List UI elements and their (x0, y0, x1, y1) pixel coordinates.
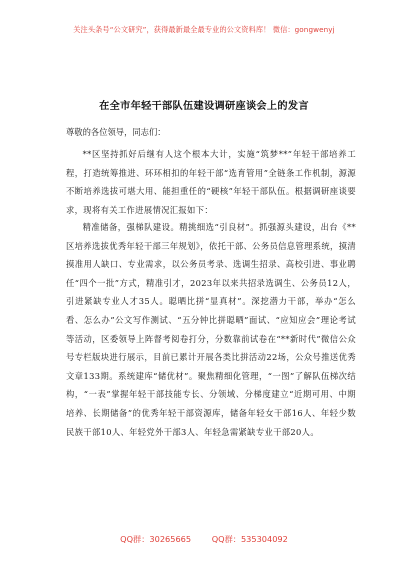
qq-group-1: QQ群：30265665 (120, 534, 192, 544)
greeting: 尊敬的各位领导，同志们： (66, 127, 166, 137)
footer-qq-groups (0, 534, 408, 545)
header-banner: 关注头条号“公文研究”，获得最新最全最专业的公文资料库！ 微信：gongwenyj (73, 25, 335, 34)
document-title: 在全市年轻干部队伍建设调研座谈会上的发言 (99, 101, 309, 112)
paragraph-reserve: 精准储备，强梯队建设。精挑细选“引良材”。抓强源头建设，出台《**区培养选拔优秀年轻干部三年规划》，依托干部、公务员信息管理系统，摸清摸准用人缺口、专业需求，以公务员考录、选调生招录、高校引进、事业聘任“四个一批”方式，精准引才，2023年以来共招录选调生、公务员12人，引进紧缺专业人才35人。聪晒比拼“显真材”。深挖潜力干部，举办“怎么看、怎么办”公文写作测试、“五分钟比拼聪晒”面试、“应知应会”理论考试等活动，区委领导上阵督考阅卷打分，分数靠前试卷在“**新时代”微信公众号专栏版块进行展示，目前已累计开展各类比拼活动22场，公众号推送优秀文章133期。系统建库“储优材”。聚焦精细化管理，“一图”了解队伍梯次结构，“一表”掌握年轻干部技能专长、分领域、分梯度建立“近期可用、中期培养、长期储备”的优秀年轻干部资源库，储备年轻女干部16人、年轻少数民族干部10人、年轻党外干部3人、年轻急需紧缺专业干部20人。 (66, 222, 356, 437)
qq-group-2: QQ群：535304092 (211, 534, 288, 544)
paragraph-intro: **区坚持抓好后继有人这个根本大计，实施“筑梦**”年轻干部培养工程，打造统筹推进、环环相扣的年轻干部“选育管用”全链条工作机制，源源不断培养选拔可堪大用、能担重任的“硬核”年轻干部队伍。根据调研座谈要求，现将有关工作进展情况汇报如下： (66, 149, 356, 215)
